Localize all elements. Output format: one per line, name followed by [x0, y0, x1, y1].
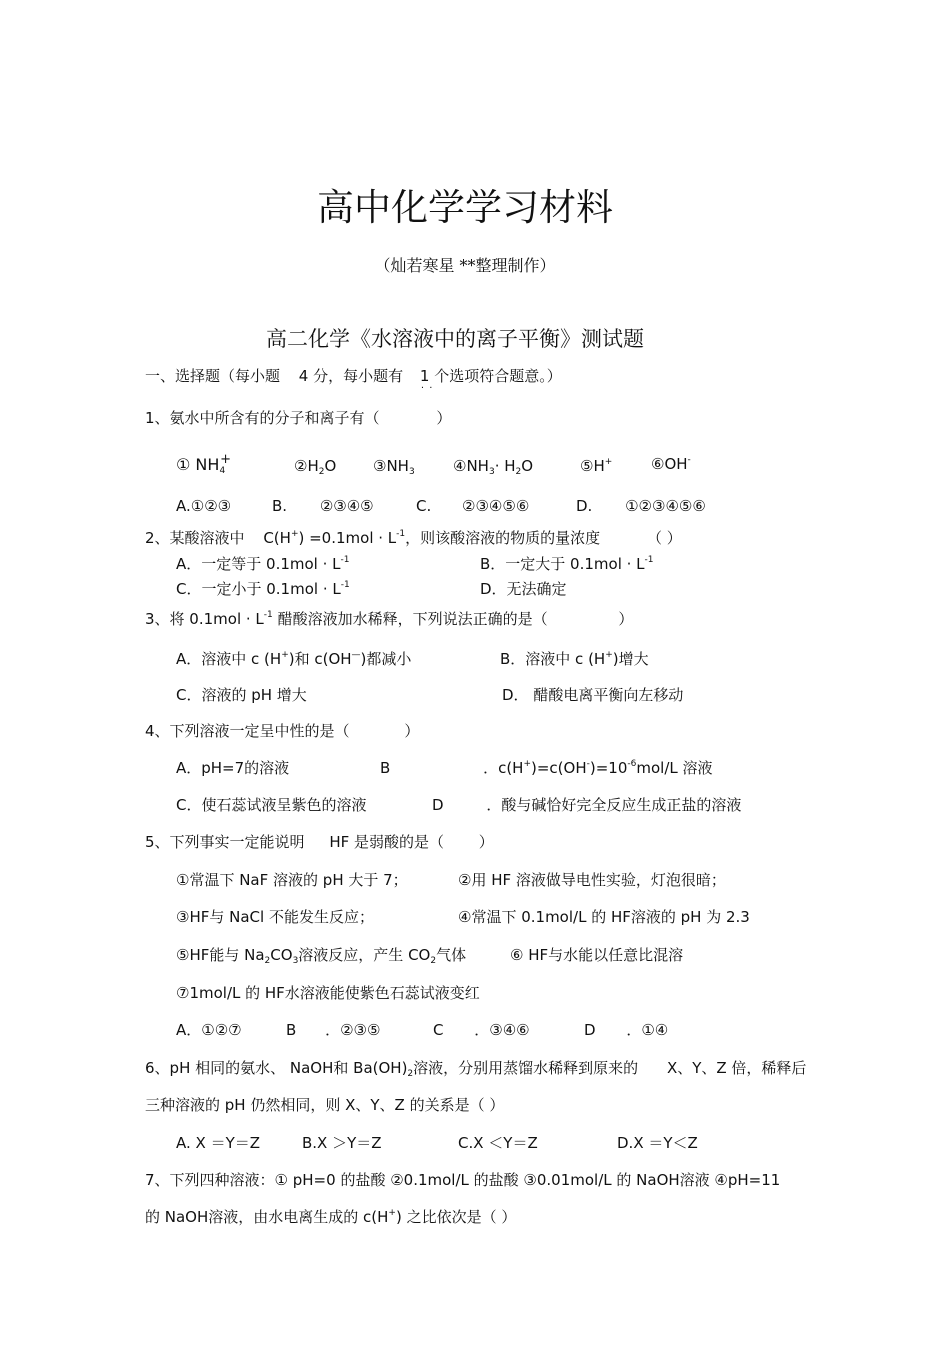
- q7-line-2-a: 的 NaOH溶液，由水电离生成的 c(H: [145, 1208, 389, 1226]
- q5-fact-3: ③HF与 NaCl 不能发生反应；: [176, 908, 374, 926]
- q5-fact-2: ②用 HF 溶液做导电性实验，灯泡很暗；: [458, 871, 726, 889]
- q6-line-1-b: 溶液，分别用蒸馏水稀释到原来的: [413, 1059, 639, 1077]
- q3-option-b-2: )增大: [612, 650, 649, 668]
- q5-option-c-text: ．③④⑥: [474, 1021, 530, 1039]
- q5-option-a: A．①②⑦: [176, 1021, 242, 1039]
- q5-stem: [145, 832, 494, 852]
- q3-option-a-3: )都减小: [360, 650, 412, 668]
- q2-option-a: [176, 554, 350, 574]
- q7-line-1: 7、下列四种溶液：① pH=0 的盐酸 ②0.1mol/L 的盐酸 ③0.01mol/L 的 NaOH溶液 ④pH=11: [145, 1171, 781, 1189]
- q4-option-d-text: ．酸与碱恰好完全反应生成正盐的溶液: [486, 796, 742, 814]
- q1-item-5-sup: +: [604, 457, 613, 467]
- q1-item-3-text: ③NH: [373, 457, 409, 475]
- q4-stem: [145, 721, 419, 741]
- q5-fact-6: ⑥ HF与水能以任意比混溶: [510, 946, 684, 964]
- q5-fact-5-sub2: 3: [292, 956, 299, 966]
- q3-option-a-sup2: —: [351, 650, 361, 660]
- q1-item-4-text: ④NH: [453, 457, 489, 475]
- q1-item-1-text: ① NH: [176, 455, 220, 474]
- q1-option-c-text: ②③④⑤⑥: [462, 497, 530, 515]
- q3-option-a-2: )和 c(OH: [288, 650, 352, 668]
- q1-item-5: [580, 456, 612, 476]
- q5-fact-5: [176, 945, 466, 965]
- q4-option-b-sup3: -6: [627, 759, 637, 769]
- q3-option-a-sup1: +: [281, 650, 289, 660]
- q5-option-d: [584, 1020, 668, 1040]
- q3-stem-close: ）: [618, 610, 634, 628]
- section-heading: [145, 366, 562, 386]
- q1-item-4-text-c: O: [521, 457, 534, 475]
- q1-item-6-sup: -: [687, 455, 691, 465]
- q7-line-2: [145, 1207, 516, 1227]
- section-heading-b: 4 分，每小题有: [298, 367, 404, 385]
- q1-item-4-text-b: · H: [494, 457, 516, 475]
- q2-option-a-text: A．一定等于 0.1mol · L: [176, 555, 341, 573]
- q7-line-2-b: ) 之比依次是（ ）: [395, 1208, 517, 1226]
- q3-stem-sup: -1: [263, 610, 273, 620]
- q6-option-b: B.X ＞Y＝Z: [302, 1134, 382, 1152]
- q2-paren: （ ）: [646, 529, 682, 547]
- section-heading-count: 1 · ·: [420, 367, 430, 385]
- q5-fact-5-sub1: 2: [264, 956, 271, 966]
- q1-item-4: [453, 456, 533, 476]
- q1-option-b-letter: B.: [272, 497, 288, 515]
- q5-option-c: [433, 1020, 530, 1040]
- q6-line-1: [145, 1058, 806, 1078]
- q5-fact-5-sub3: 2: [430, 956, 437, 966]
- q4-option-b-sup2: -: [586, 759, 590, 769]
- q4-option-d-letter: D: [432, 796, 444, 814]
- q1-stem: [145, 408, 451, 428]
- q5-option-c-letter: C: [433, 1021, 444, 1039]
- q7-line-2-sup: +: [388, 1208, 396, 1218]
- q2-stem-a: 2、某酸溶液中: [145, 529, 245, 547]
- q3-option-b-sup: +: [605, 650, 613, 660]
- q5-fact-4: ④常温下 0.1mol/L 的 HF溶液的 pH 为 2.3: [458, 908, 750, 926]
- q2-option-b-sup: -1: [644, 555, 654, 565]
- q3-option-c: C．溶液的 pH 增大: [176, 686, 307, 704]
- q1-item-2-sub: 2: [318, 467, 325, 477]
- q1-item-4-sub-b: 2: [515, 467, 522, 477]
- q4-option-b-3: )=10: [589, 759, 628, 777]
- q1-item-3: [373, 456, 415, 476]
- q2-stem-b: C(H: [263, 529, 291, 547]
- q4-option-b-letter: B: [380, 759, 391, 777]
- q2-stem-sup2: -1: [396, 529, 406, 539]
- q3-option-b: [500, 649, 649, 669]
- q2-stem-d: ，则该酸溶液的物质的量浓度: [405, 529, 601, 547]
- q5-stem-close: ）: [478, 833, 494, 851]
- q5-stem-b: HF 是弱酸的是（: [329, 833, 445, 851]
- q1-option-d-text: ①②③④⑤⑥: [625, 497, 706, 515]
- q5-option-d-text: ．①④: [626, 1021, 669, 1039]
- q6-line-1-c: X、Y、Z 倍，稀释后: [666, 1059, 807, 1077]
- q4-option-b-sup1: +: [523, 759, 532, 769]
- q3-stem-a: 3、将 0.1mol · L: [145, 610, 264, 628]
- q1-item-4-sub: 3: [488, 467, 495, 477]
- q3-stem-b: 醋酸溶液加水稀释，下列说法正确的是（: [277, 610, 548, 628]
- page-title: 高中化学学习材料: [317, 186, 613, 229]
- q5-fact-7: ⑦1mol/L 的 HF水溶液能使紫色石蕊试液变红: [176, 984, 480, 1002]
- q1-option-c-letter: C.: [416, 497, 432, 515]
- q1-option-c: [416, 496, 529, 516]
- q1-item-2-text-b: O: [324, 457, 337, 475]
- q6-option-c: C.X ＜Y＝Z: [458, 1134, 538, 1152]
- q3-option-a-1: A．溶液中 c (H: [176, 650, 282, 668]
- q3-option-b-1: B．溶液中 c (H: [500, 650, 606, 668]
- q6-option-a: A. X ＝Y＝Z: [176, 1134, 261, 1152]
- q5-fact-5-d: 气体: [436, 946, 467, 964]
- q2-option-c-sup: -1: [340, 580, 350, 590]
- section-heading-a: 一、选择题（每小题: [145, 367, 281, 385]
- q2-option-a-sup: -1: [340, 555, 350, 565]
- q1-option-a: A.①②③: [176, 497, 232, 515]
- q6-line-1-a: 6、pH 相同的氨水、 NaOH和 Ba(OH): [145, 1059, 408, 1077]
- q1-option-b-text: ②③④⑤: [319, 497, 374, 515]
- q1-item-6-text: ⑥OH: [651, 455, 688, 473]
- q1-stem-text: 1、氨水中所含有的分子和离子有（: [145, 409, 380, 427]
- q1-item-2-text: ②H: [294, 457, 319, 475]
- q5-stem-a: 5、下列事实一定能说明: [145, 833, 305, 851]
- q6-option-d: D.X ＝Y＜Z: [617, 1134, 698, 1152]
- q2-stem-c: ) =0.1mol · L: [298, 529, 397, 547]
- q1-item-1-sub: 4: [219, 466, 226, 476]
- q5-fact-5-c: 溶液反应，产生 CO: [298, 946, 431, 964]
- q2-option-d: D．无法确定: [480, 580, 567, 598]
- q5-fact-5-b: CO: [270, 946, 293, 964]
- q1-stem-close: ）: [436, 409, 452, 427]
- q1-item-1: [176, 452, 232, 476]
- q1-option-b: [272, 496, 374, 516]
- q4-option-c: C．使石蕊试液呈紫色的溶液: [176, 796, 367, 814]
- q4-option-d: [432, 795, 741, 815]
- q3-option-a: [176, 649, 411, 669]
- q4-option-a: A．pH=7的溶液: [176, 759, 290, 777]
- q2-option-b: [480, 554, 654, 574]
- q6-line-2: 三种溶液的 pH 仍然相同，则 X、Y、Z 的关系是（ ）: [145, 1096, 505, 1114]
- q4-stem-text: 4、下列溶液一定呈中性的是（: [145, 722, 350, 740]
- q3-option-d: D． 醋酸电离平衡向左移动: [502, 686, 684, 704]
- q5-fact-5-a: ⑤HF能与 Na: [176, 946, 265, 964]
- q5-option-d-letter: D: [584, 1021, 596, 1039]
- q5-option-b-letter: B: [286, 1021, 297, 1039]
- q2-option-c-text: C．一定小于 0.1mol · L: [176, 580, 341, 598]
- q1-item-5-text: ⑤H: [580, 457, 605, 475]
- q1-item-3-sub: 3: [408, 467, 415, 477]
- q2-option-c: [176, 579, 350, 599]
- q2-option-b-text: B．一定大于 0.1mol · L: [480, 555, 645, 573]
- q1-item-1-sup: +: [220, 452, 232, 467]
- q2-stem-sup1: +: [290, 529, 299, 539]
- page-subtitle: （灿若寒星 **整理制作）: [374, 256, 556, 275]
- q6-line-1-sub: 2: [407, 1069, 414, 1079]
- q1-option-d-letter: D.: [576, 497, 593, 515]
- q4-option-b-1: ．c(H: [483, 759, 524, 777]
- q1-item-6: [651, 454, 691, 474]
- q3-stem: [145, 609, 633, 629]
- section-heading-d: 个选项符合题意。）: [434, 367, 562, 385]
- q5-option-b: [286, 1020, 380, 1040]
- q5-option-b-text: ．②③⑤: [325, 1021, 381, 1039]
- q2-stem: [145, 528, 682, 548]
- test-title: 高二化学《水溶液中的离子平衡》测试题: [266, 327, 644, 351]
- q4-option-b: [380, 758, 713, 778]
- q4-stem-close: ）: [404, 722, 420, 740]
- q4-option-b-2: )=c(OH: [531, 759, 587, 777]
- q1-item-2: [294, 456, 336, 476]
- q1-option-d: [576, 496, 706, 516]
- q4-option-b-4: mol/L 溶液: [636, 759, 713, 777]
- q5-fact-1: ①常温下 NaF 溶液的 pH 大于 7；: [176, 871, 408, 889]
